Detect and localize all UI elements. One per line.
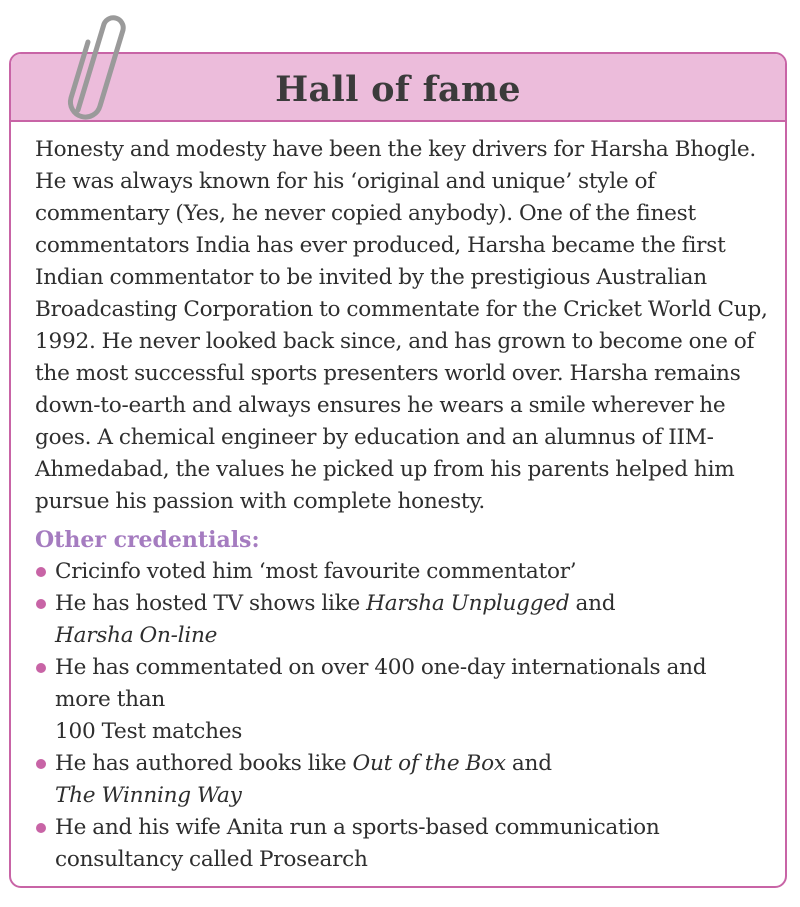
list-item (35, 812, 771, 876)
bullet-icon (36, 823, 46, 833)
credential-text: He has hosted TV shows like (55, 591, 367, 616)
card-body (11, 122, 785, 876)
credential-line (55, 748, 771, 780)
bullet-icon (36, 567, 46, 577)
bullet-icon (36, 599, 46, 609)
credential-line: He and his wife Anita run a sports-based communication (55, 815, 660, 840)
list-item (35, 748, 771, 812)
book-title: Out of the Box (352, 751, 506, 776)
card-title: Hall of fame (275, 68, 521, 110)
book-title: The Winning Way (55, 783, 242, 808)
credential-line: more than (55, 687, 166, 712)
credential-text: and (505, 751, 552, 776)
bullet-icon (36, 759, 46, 769)
credentials-list (35, 556, 771, 876)
paperclip-icon (48, 10, 128, 122)
hall-of-fame-card (9, 52, 787, 888)
credential-line (55, 588, 771, 620)
credential-line: consultancy called Prosearch (55, 847, 368, 872)
show-title: Harsha On-line (55, 623, 218, 648)
credentials-heading: Other credentials: (35, 527, 260, 553)
credential-text: He has authored books like (55, 751, 353, 776)
credential-line: 100 Test matches (55, 719, 243, 744)
list-item (35, 652, 771, 748)
credential-line: He has commentated on over 400 one-day internationals and (55, 655, 707, 680)
credential-text: and (569, 591, 616, 616)
credential-text: Cricinfo voted him ‘most favourite commentator’ (55, 559, 577, 584)
intro-paragraph: Honesty and modesty have been the key drivers for Harsha Bhogle. He was always known for his ‘original and unique’ style of commentary (Yes, he never copied anybody). One of the finest commentators India has ever produced, Harsha became the first Indian commentator to be invited by the prestigious Australian Broadcasting Corporation to commentate for the Cricket World Cup, 1992. He never looked back since, and has grown to become one of the most successful sports presenters world over. Harsha remains down-to-earth and always ensures he wears a smile wherever he goes. A chemical engineer by education and an alumnus of IIM-Ahmedabad, the values he picked up from his parents helped him pursue his passion with complete honesty. (35, 137, 768, 514)
show-title: Harsha Unplugged (366, 591, 570, 616)
bullet-icon (36, 663, 46, 673)
list-item (35, 588, 771, 652)
list-item (35, 556, 771, 588)
